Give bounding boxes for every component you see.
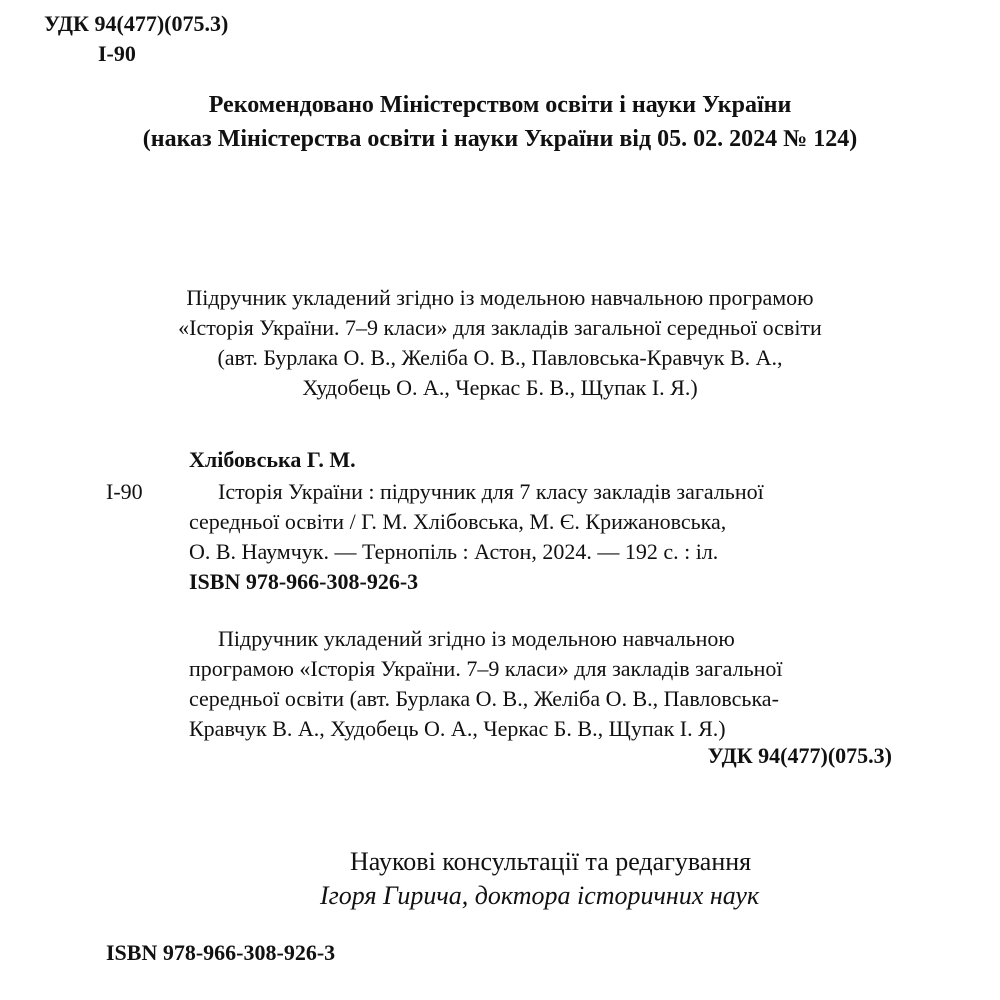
catalog-annotation-line-1: Підручник укладений згідно із модельною навчальною bbox=[218, 626, 735, 651]
catalog-annotation-line-3: середньої освіти (авт. Бурлака О. В., Желіба О. В., Павловська- bbox=[189, 686, 779, 711]
catalog-index: І-90 bbox=[106, 479, 143, 504]
library-index-top: І-90 bbox=[98, 41, 136, 66]
recommendation-line-2: (наказ Міністерства освіти і науки України від 05. 02. 2024 № 124) bbox=[142, 126, 858, 152]
catalog-annotation-line-4: Кравчук В. А., Худобець О. А., Черкас Б. В., Щупак І. Я.) bbox=[189, 716, 726, 741]
catalog-description-line-3: О. В. Наумчук. — Тернопіль : Астон, 2024. — 192 с. : іл. bbox=[189, 539, 719, 564]
catalog-annotation-line-2: програмою «Історія України. 7–9 класи» для закладів загальної bbox=[189, 656, 783, 681]
consultation-line-2: Ігоря Гирича, доктора історичних наук bbox=[320, 881, 760, 910]
program-note-line-3: (авт. Бурлака О. В., Желіба О. В., Павловська-Кравчук В. А., bbox=[217, 345, 783, 370]
program-note-line-2: «Історія України. 7–9 класи» для закладів загальної середньої освіти bbox=[178, 315, 822, 340]
consultation-line-1: Наукові консультації та редагування bbox=[350, 847, 752, 876]
catalog-description-line-1: Історія України : підручник для 7 класу закладів загальної bbox=[218, 479, 764, 504]
udc-code-top: УДК 94(477)(075.3) bbox=[44, 11, 229, 36]
catalog-author: Хлібовська Г. М. bbox=[189, 447, 356, 472]
program-note-line-4: Худобець О. А., Черкас Б. В., Щупак І. Я.) bbox=[302, 375, 698, 400]
recommendation-line-1: Рекомендовано Міністерством освіти і науки України bbox=[208, 92, 792, 118]
program-note-line-1: Підручник укладений згідно із модельною навчальною програмою bbox=[186, 285, 814, 310]
catalog-isbn: ISBN 978-966-308-926-3 bbox=[189, 569, 419, 594]
catalog-description-line-2: середньої освіти / Г. М. Хлібовська, М. Є. Крижановська, bbox=[189, 509, 727, 534]
catalog-udc-code: УДК 94(477)(075.3) bbox=[707, 743, 892, 768]
isbn-bottom: ISBN 978-966-308-926-3 bbox=[106, 940, 336, 965]
